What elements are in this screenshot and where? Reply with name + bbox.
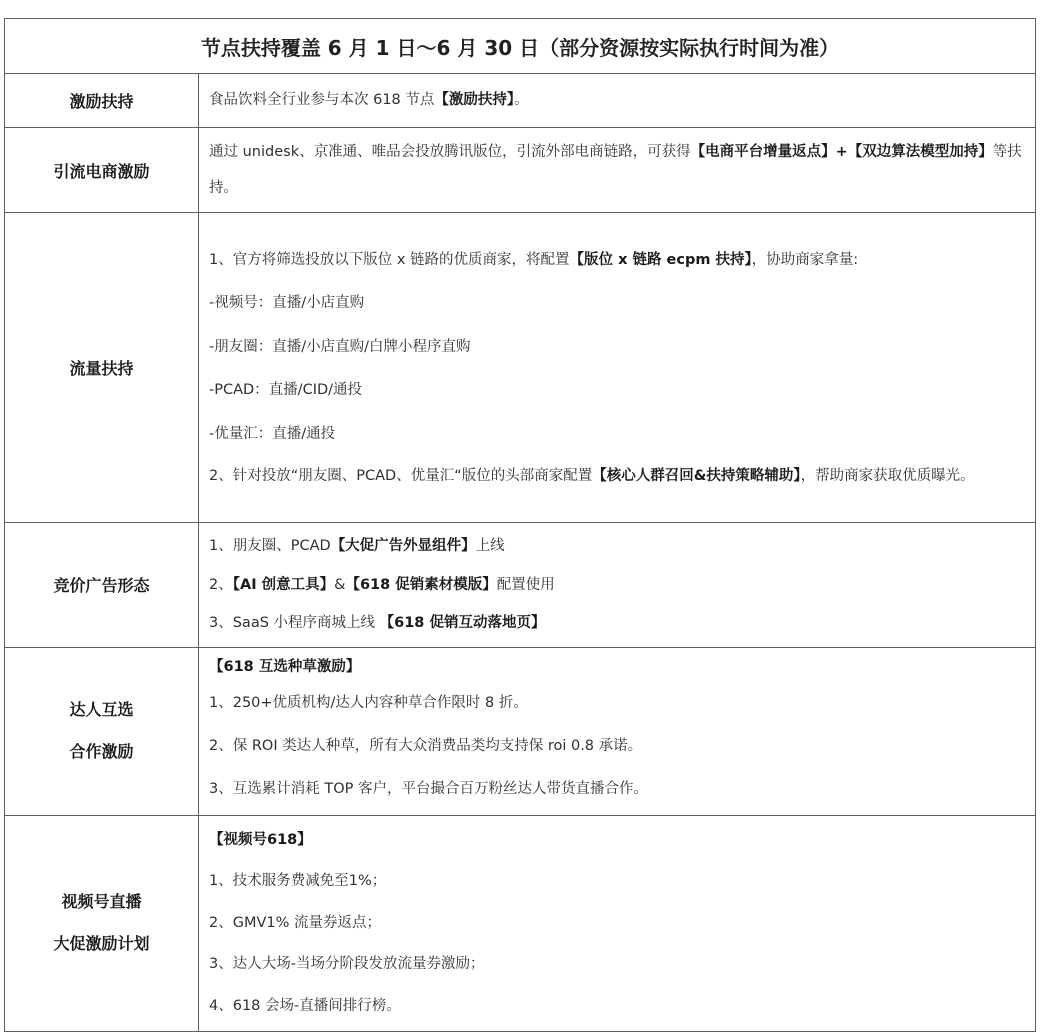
row-incentive bbox=[5, 74, 1036, 128]
content-line: 1、技术服务费减免至1%； bbox=[209, 873, 387, 889]
label-line: 达人互选 bbox=[69, 700, 134, 719]
text: 1、官方将筛选投放以下版位 x 链路的优质商家，将配置 bbox=[209, 251, 570, 268]
label-line: 合作激励 bbox=[69, 742, 134, 761]
content-line: -PCAD：直播/CID/通投 bbox=[209, 382, 363, 399]
row-label: 激励扶持 bbox=[5, 74, 199, 128]
label-line: 视频号直播 bbox=[61, 892, 142, 912]
row-label bbox=[5, 647, 199, 815]
row-talent bbox=[5, 647, 1036, 815]
highlight-text: 【AI 创意工具】 bbox=[232, 576, 335, 593]
title-row bbox=[5, 19, 1036, 74]
content-line bbox=[209, 604, 1027, 643]
text: 1、朋友圈、PCAD bbox=[209, 538, 331, 554]
section-heading: 【视频号618】 bbox=[209, 831, 312, 848]
highlight-text: 【618 促销素材模版】 bbox=[345, 576, 497, 593]
text: 通过 unidesk、京准通、唯品会投放腾讯版位，引流外部电商链路，可获得 bbox=[209, 144, 691, 160]
row-label: 竞价广告形态 bbox=[5, 523, 199, 648]
row-label bbox=[5, 815, 199, 1032]
section-heading: 【618 互选种草激励】 bbox=[209, 658, 361, 675]
highlight-text: 【版位 x 链路 ecpm 扶持】 bbox=[569, 251, 752, 268]
promo-table bbox=[4, 18, 1036, 1032]
text: 食品饮料全行业参与本次 618 节点 bbox=[209, 92, 435, 108]
content-line bbox=[209, 527, 1027, 566]
highlight-text: 【电商平台增量返点】 bbox=[690, 144, 836, 160]
text: + bbox=[835, 144, 848, 160]
row-content bbox=[199, 815, 1036, 1032]
content-line: -优量汇：直播/通投 bbox=[209, 425, 336, 442]
label-line: 大促激励计划 bbox=[53, 934, 150, 954]
content-line: 2、GMV1% 流量券返点； bbox=[209, 914, 382, 931]
content-paragraph bbox=[209, 456, 1027, 496]
row-label: 流量扶持 bbox=[5, 213, 199, 523]
row-label: 引流电商激励 bbox=[5, 128, 199, 213]
highlight-text: 【双边算法模型加持】 bbox=[847, 144, 993, 160]
row-live bbox=[5, 815, 1036, 1032]
content-line: -视频号：直播/小店直购 bbox=[209, 295, 365, 312]
row-content bbox=[199, 647, 1036, 815]
text: ，协助商家拿量: bbox=[751, 251, 859, 268]
row-content bbox=[199, 74, 1036, 128]
content-line: 4、618 会场-直播间排行榜。 bbox=[209, 997, 401, 1014]
text: 2、针对投放“朋友圈、PCAD、优量汇“版位的头部商家配置 bbox=[209, 468, 593, 485]
text: 上线 bbox=[475, 538, 505, 554]
text: 2、 bbox=[209, 576, 233, 593]
row-content bbox=[199, 128, 1036, 213]
content-line: 3、达人大场-当场分阶段发放流量券激励； bbox=[209, 956, 485, 972]
text: 等扶持。 bbox=[209, 144, 1022, 196]
row-ecommerce bbox=[5, 128, 1036, 213]
table-title: 节点扶持覆盖 6 月 1 日～6 月 30 日（部分资源按实际执行时间为准） bbox=[5, 19, 1036, 74]
content-line bbox=[209, 566, 1027, 605]
content-line: 2、保 ROI 类达人种草，所有大众消费品类均支持保 roi 0.8 承诺。 bbox=[209, 737, 643, 754]
text: 配置使用 bbox=[496, 576, 555, 593]
row-content bbox=[199, 523, 1036, 648]
highlight-text: 【激励扶持】 bbox=[434, 92, 515, 108]
text: 。 bbox=[514, 92, 529, 108]
highlight-text: 【大促广告外显组件】 bbox=[330, 538, 476, 554]
text: & bbox=[334, 576, 346, 593]
content-line bbox=[209, 79, 1027, 122]
text: ，帮助商家获取优质曝光。 bbox=[800, 468, 975, 485]
highlight-text: 【核心人群召回&扶持策略辅助】 bbox=[592, 468, 801, 485]
content-line bbox=[209, 239, 1027, 283]
content-line: 1、250+优质机构/达人内容种草合作限时 8 折。 bbox=[209, 694, 528, 711]
text: 3、SaaS 小程序商城上线 bbox=[209, 615, 380, 631]
content-line: -朋友圈：直播/小店直购/白牌小程序直购 bbox=[209, 338, 471, 355]
row-content bbox=[199, 213, 1036, 523]
content-line: 3、互选累计消耗 TOP 客户，平台撮合百万粉丝达人带货直播合作。 bbox=[209, 780, 648, 797]
highlight-text: 【618 促销互动落地页】 bbox=[379, 615, 546, 631]
content-paragraph bbox=[209, 132, 1027, 208]
row-bidding bbox=[5, 523, 1036, 648]
row-traffic bbox=[5, 213, 1036, 523]
